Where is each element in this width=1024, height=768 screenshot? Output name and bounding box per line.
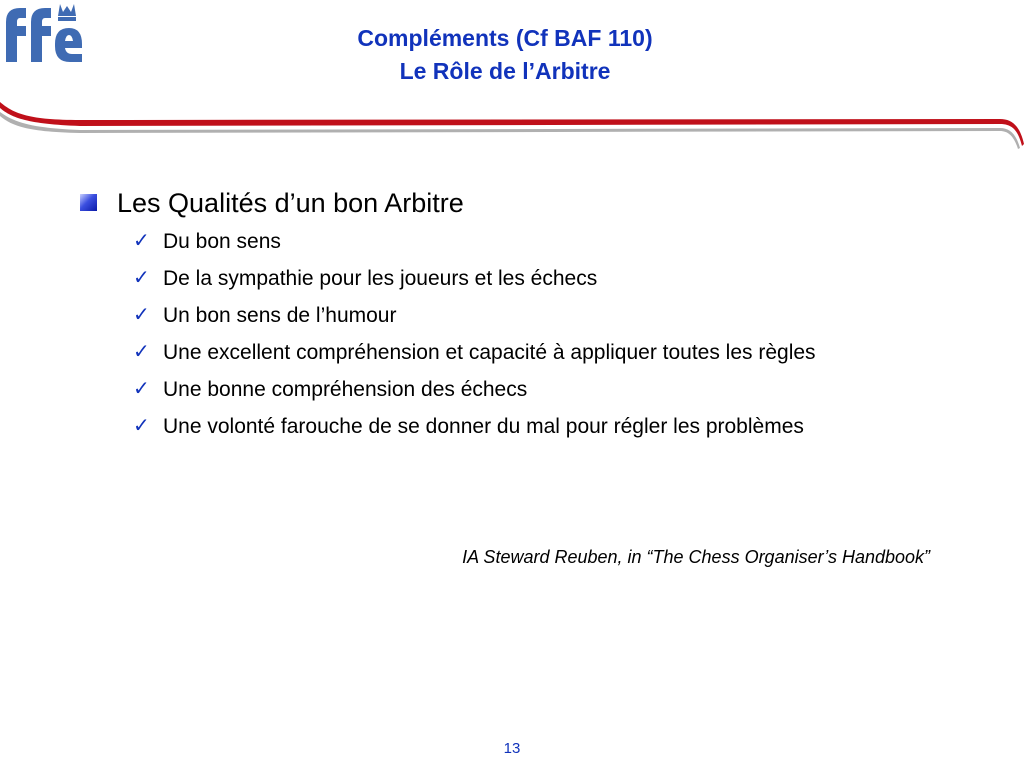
- page-number: 13: [503, 740, 521, 757]
- bullet-heading-text: Les Qualités d’un bon Arbitre: [117, 188, 464, 218]
- quote-attribution: IA Steward Reuben, in “The Chess Organiser’s Handbook”: [462, 547, 930, 567]
- list-item-text: Du bon sens: [163, 230, 281, 253]
- checkmark-icon: ✓: [133, 341, 150, 363]
- list-item: [78, 263, 918, 294]
- list-item-text: De la sympathie pour les joueurs et les échecs: [163, 267, 598, 290]
- list-item: [78, 411, 918, 442]
- list-item-text: Une bonne compréhension des échecs: [163, 378, 528, 401]
- title-line-1: Compléments (Cf BAF 110): [357, 25, 653, 51]
- slide-title: [0, 22, 1024, 88]
- list-item: [78, 337, 918, 368]
- checkmark-icon: ✓: [133, 267, 150, 289]
- checkmark-icon: ✓: [133, 378, 150, 400]
- list-item: [78, 300, 918, 331]
- square-bullet-icon: [80, 194, 97, 211]
- list-item-text: Un bon sens de l’humour: [163, 304, 397, 327]
- checkmark-icon: ✓: [133, 415, 150, 437]
- list-item: [78, 374, 918, 405]
- checkmark-icon: ✓: [133, 230, 150, 252]
- title-line-2: Le Rôle de l’Arbitre: [399, 58, 611, 84]
- checkmark-icon: ✓: [133, 304, 150, 326]
- slide-body: [78, 186, 918, 448]
- bullet-heading: [78, 186, 918, 220]
- list-item: [78, 226, 918, 257]
- title-underline-swoosh: [0, 100, 1024, 156]
- qualities-list: [78, 226, 918, 442]
- list-item-text: Une excellent compréhension et capacité à appliquer toutes les règles: [163, 341, 816, 364]
- list-item-text: Une volonté farouche de se donner du mal pour régler les problèmes: [163, 415, 804, 438]
